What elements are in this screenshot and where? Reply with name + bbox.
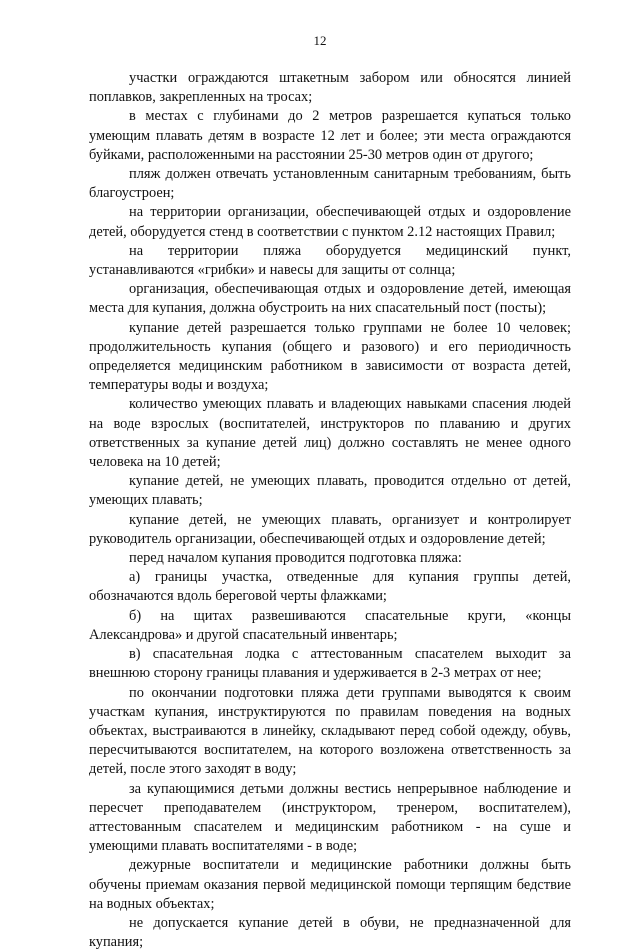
paragraph: участки ограждаются штакетным забором или обносятся линией поплавков, закрепленных на тросах; bbox=[89, 70, 571, 106]
paragraph: дежурные воспитатели и медицинские работники должны быть обучены приемам оказания первой медицинской помощи терпящим бедствие на водных объектах; bbox=[89, 857, 571, 912]
paragraph: количество умеющих плавать и владеющих навыками спасения людей на воде взрослых (воспитателей, инструкторов по плаванию и других ответственных за купание детей лиц) должно составлять не менее одного человека на 10 детей; bbox=[89, 396, 571, 471]
paragraph: купание детей, не умеющих плавать, организует и контролирует руководитель организации, обеспечивающей отдых и оздоровление детей; bbox=[89, 511, 571, 547]
page-number: 12 bbox=[313, 33, 327, 48]
paragraph: на территории пляжа оборудуется медицинский пункт, устанавливаются «грибки» и навесы для защиты от солнца; bbox=[89, 242, 571, 279]
paragraph: на территории организации, обеспечивающей отдых и оздоровление детей, оборудуется стенд в соответствии с пунктом 2.12 настоящих Правил; bbox=[89, 204, 571, 240]
document-body bbox=[89, 69, 571, 952]
paragraph: в) спасательная лодка с аттестованным спасателем выходит за внешнюю сторону границы плавания и удерживается в 2-3 метрах от нее; bbox=[89, 646, 571, 682]
paragraph: купание детей, не умеющих плавать, проводится отдельно от детей, умеющих плавать; bbox=[89, 473, 571, 509]
paragraph: за купающимися детьми должны вестись непрерывное наблюдение и пересчет преподавателем (инструктором, тренером, воспитателем), аттестованным спасателем и медицинским работником - на суше и умеющими плавать воспитателями - в воде; bbox=[89, 780, 571, 855]
paragraph: купание детей разрешается только группами не более 10 человек; продолжительность купания (общего и разового) и его периодичность определяется медицинским работником в зависимости от возраста детей, температуры воды и воздуха; bbox=[89, 319, 571, 394]
paragraph: не допускается купание детей в обуви, не предназначенной для купания; bbox=[89, 914, 571, 951]
paragraph: пляж должен отвечать установленным санитарным требованиям, быть благоустроен; bbox=[89, 166, 571, 202]
paragraph: б) на щитах развешиваются спасательные круги, «концы Александрова» и другой спасательный инвентарь; bbox=[89, 607, 571, 643]
paragraph: по окончании подготовки пляжа дети группами выводятся к своим участкам купания, инструктируются по правилам поведения на водных объектах, выстраиваются в линейку, складывают перед собой одежду, обувь, пересчитываются воспитателем, на которого возложена ответственность за детей, после этого заходят в воду; bbox=[89, 684, 571, 778]
paragraph: перед началом купания проводится подготовка пляжа: bbox=[129, 550, 462, 567]
paragraph: организация, обеспечивающая отдых и оздоровление детей, имеющая места для купания, должна обустроить на них спасательный пост (посты); bbox=[89, 281, 571, 317]
paragraph: в местах с глубинами до 2 метров разрешается купаться только умеющим плавать детям в возрасте 12 лет и более; эти места ограждаются буйками, расположенными на расстоянии 25-30 метров один от другого; bbox=[89, 108, 571, 163]
paragraph: а) границы участка, отведенные для купания группы детей, обозначаются вдоль береговой черты флажками; bbox=[89, 569, 571, 605]
